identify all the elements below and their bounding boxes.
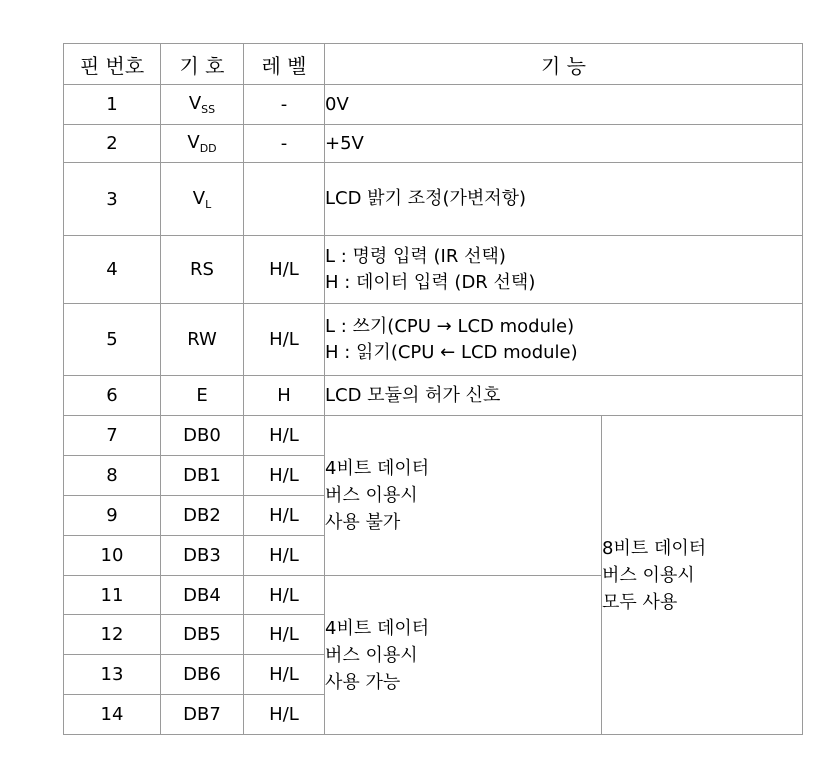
function-cell	[325, 125, 803, 163]
pin-number-cell: 6	[64, 376, 161, 416]
symbol-text: DB3	[183, 545, 221, 566]
table-row	[64, 376, 803, 416]
symbol-cell	[161, 456, 244, 496]
symbol-cell	[161, 615, 244, 655]
table-row	[64, 236, 803, 304]
low-nibble-usage-cell	[325, 416, 602, 576]
level-cell: -	[244, 85, 325, 125]
symbol-subscript: L	[205, 197, 212, 211]
level-cell: H/L	[244, 496, 325, 536]
level-cell: H/L	[244, 416, 325, 456]
pin-number-cell: 5	[64, 304, 161, 376]
symbol-text: DB7	[183, 704, 221, 725]
symbol-cell	[161, 576, 244, 615]
function-line: +5V	[325, 132, 364, 154]
high-nibble-usage-text: 4비트 데이터 버스 이용시 사용 가능	[325, 617, 430, 693]
symbol-cell	[161, 536, 244, 576]
pin-function-table	[63, 43, 803, 735]
pin-number-cell: 12	[64, 615, 161, 655]
pin-number-cell: 8	[64, 456, 161, 496]
symbol-cell	[161, 236, 244, 304]
level-cell: H/L	[244, 536, 325, 576]
pin-number-cell: 14	[64, 695, 161, 735]
level-cell: H/L	[244, 456, 325, 496]
table-row	[64, 304, 803, 376]
function-cell	[325, 376, 803, 416]
symbol-cell	[161, 416, 244, 456]
level-cell: H/L	[244, 695, 325, 735]
header-row	[64, 44, 803, 85]
symbol-text: DB2	[183, 505, 221, 526]
table-row	[64, 416, 803, 456]
symbol-text: E	[196, 385, 208, 406]
level-cell: -	[244, 125, 325, 163]
header-symbol: 기 호	[161, 44, 244, 85]
low-nibble-usage-text: 4비트 데이터 버스 이용시 사용 불가	[325, 458, 430, 533]
eight-bit-usage-text: 8비트 데이터 버스 이용시 모두 사용	[602, 537, 707, 613]
pin-number-cell: 10	[64, 536, 161, 576]
symbol-text: DB5	[183, 624, 221, 645]
pin-number-cell: 2	[64, 125, 161, 163]
symbol-cell	[161, 496, 244, 536]
symbol-text: V	[188, 93, 202, 114]
pin-number-cell: 4	[64, 236, 161, 304]
symbol-text: DB6	[183, 664, 221, 685]
symbol-cell	[161, 695, 244, 735]
symbol-text: RW	[187, 329, 217, 350]
pin-number-cell: 11	[64, 576, 161, 615]
pin-number-cell: 13	[64, 655, 161, 695]
symbol-cell	[161, 85, 244, 125]
header-function: 기 능	[325, 44, 803, 85]
symbol-text: DB4	[183, 584, 221, 606]
function-line: 0V	[325, 93, 349, 115]
symbol-text: V	[192, 187, 206, 209]
high-nibble-usage-cell	[325, 576, 602, 735]
symbol-text: RS	[190, 259, 214, 280]
symbol-text: DB1	[183, 465, 221, 486]
symbol-text: DB0	[183, 425, 221, 446]
symbol-cell	[161, 376, 244, 416]
symbol-cell	[161, 125, 244, 163]
symbol-subscript: DD	[199, 142, 217, 155]
level-cell: H/L	[244, 655, 325, 695]
symbol-cell	[161, 163, 244, 236]
function-cell	[325, 163, 803, 236]
function-line: L : 쓰기(CPU → LCD module)	[325, 315, 575, 337]
level-cell	[244, 163, 325, 236]
symbol-cell	[161, 304, 244, 376]
table-row	[64, 163, 803, 236]
symbol-text: V	[187, 132, 200, 153]
header-pin-number: 핀 번호	[64, 44, 161, 85]
pin-number-cell: 1	[64, 85, 161, 125]
table-row	[64, 125, 803, 163]
function-line: H : 데이터 입력 (DR 선택)	[325, 271, 536, 293]
function-line: L : 명령 입력 (IR 선택)	[325, 245, 506, 267]
table-body	[64, 85, 803, 735]
pin-number-cell: 7	[64, 416, 161, 456]
pin-number-cell: 3	[64, 163, 161, 236]
level-cell: H/L	[244, 236, 325, 304]
level-cell: H/L	[244, 304, 325, 376]
function-cell	[325, 236, 803, 304]
header-level: 레 벨	[244, 44, 325, 85]
function-cell	[325, 85, 803, 125]
level-cell: H/L	[244, 615, 325, 655]
pin-number-cell: 9	[64, 496, 161, 536]
table-row	[64, 85, 803, 125]
symbol-subscript: SS	[201, 103, 216, 116]
level-cell: H/L	[244, 576, 325, 615]
function-line: LCD 모듈의 허가 신호	[325, 384, 501, 406]
function-line: H : 읽기(CPU ← LCD module)	[325, 341, 578, 363]
eight-bit-usage-cell	[602, 416, 803, 735]
symbol-cell	[161, 655, 244, 695]
function-line: LCD 밝기 조정(가변저항)	[325, 188, 527, 209]
function-cell	[325, 304, 803, 376]
level-cell: H	[244, 376, 325, 416]
